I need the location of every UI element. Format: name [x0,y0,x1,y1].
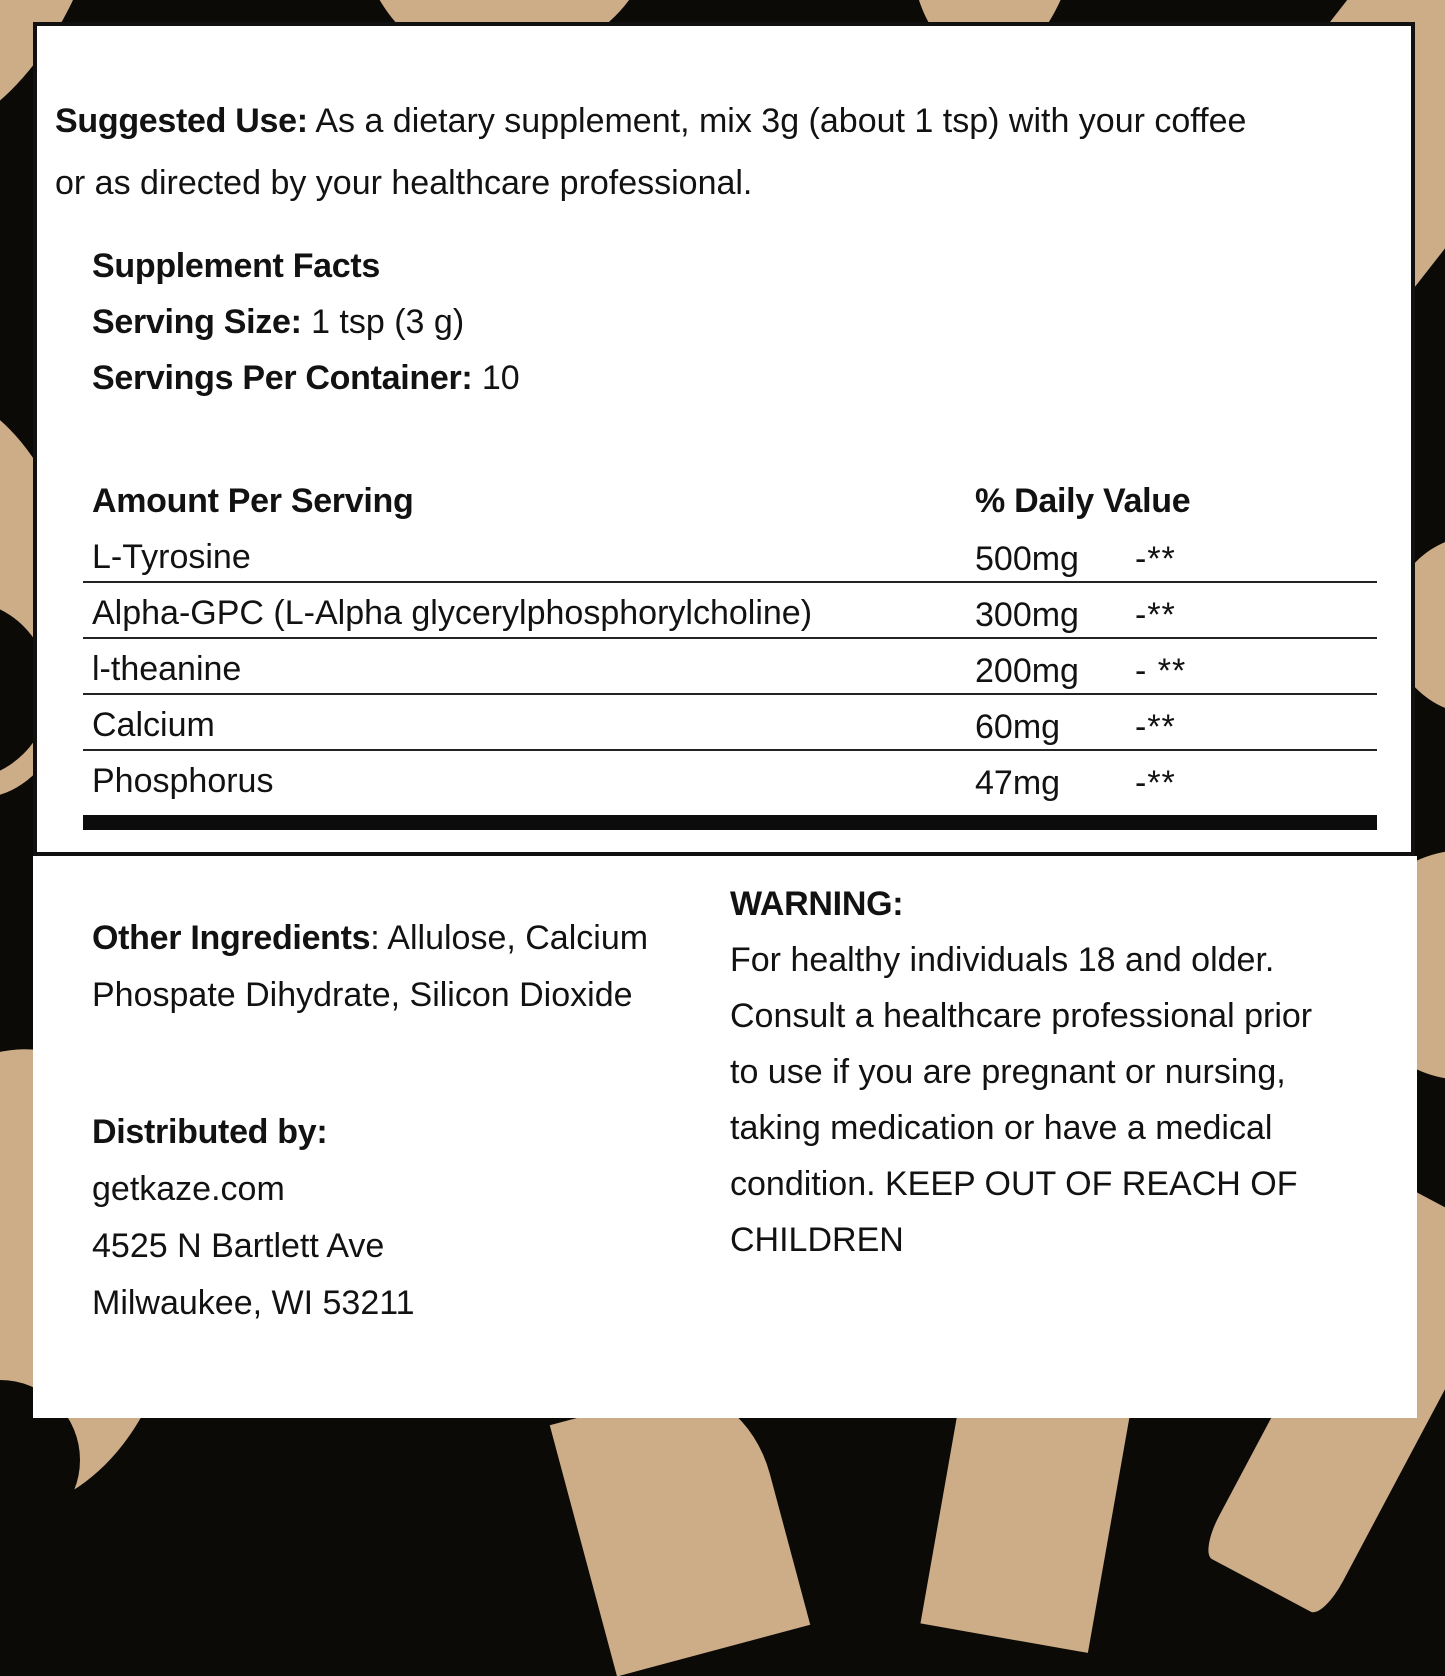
servings-per-container-value: 10 [472,359,520,397]
info-panel [33,856,1417,1418]
ingredient-name: Alpha-GPC (L-Alpha glycerylphosphorylcholine) [92,594,813,632]
suggested-use-label: Suggested Use: [55,102,308,140]
other-ingredients-text: : Allulose, Calcium Phospate Dihydrate, Silicon Dioxide [92,919,649,1014]
daily-value-column-header: % Daily Value [975,482,1191,520]
distributed-by-label: Distributed by: [92,1113,328,1151]
suggested-use-text: As a dietary supplement, mix 3g (about 1 tsp) with your coffee or as directed by your healthcare professional. [55,102,1247,202]
table-row [83,751,1377,807]
servings-per-container-line [92,350,520,406]
supplement-facts-panel [33,22,1415,856]
warning-label: WARNING: [730,885,904,923]
amount-per-serving-column-header: Amount Per Serving [92,482,414,520]
ingredient-name: Phosphorus [92,762,274,800]
ingredient-amount: 47mg [975,764,1061,802]
distributor-block [92,1104,415,1332]
serving-size-line [92,294,520,350]
ingredient-amount: 300mg [975,596,1079,634]
background-swirl-shape [920,1387,1129,1653]
table-row [83,639,1377,695]
other-ingredients-label: Other Ingredients [92,919,371,957]
distributor-website: getkaze.com [92,1170,285,1208]
ingredient-daily-value: -** [1135,708,1176,746]
distributor-city-state-zip: Milwaukee, WI 53211 [92,1284,415,1322]
ingredient-name: l-theanine [92,650,242,688]
ingredient-daily-value: -** [1135,596,1176,634]
ingredient-amount: 500mg [975,540,1079,578]
ingredient-daily-value: -** [1135,540,1176,578]
warning-block [730,876,1330,1268]
ingredient-daily-value: - ** [1135,652,1187,690]
distributor-street-address: 4525 N Bartlett Ave [92,1227,385,1265]
supplement-facts-header [92,238,520,406]
ingredient-name: Calcium [92,706,215,744]
suggested-use-paragraph [55,90,1285,214]
table-row [83,695,1377,751]
servings-per-container-label: Servings Per Container: [92,359,473,397]
table-row [83,583,1377,639]
serving-size-label: Serving Size: [92,303,302,341]
ingredient-amount: 200mg [975,652,1079,690]
table-header-row [83,471,1377,527]
background-swirl-shape [550,1374,810,1676]
ingredients-table [83,471,1377,830]
table-bottom-bar [83,815,1377,830]
ingredient-name: L-Tyrosine [92,538,251,576]
table-row [83,527,1377,583]
other-ingredients-paragraph [92,910,702,1024]
warning-text: For healthy individuals 18 and older. Consult a healthcare professional prior to use if you are pregnant or nursing, taking medication or have a medical condition. KEEP OUT OF REACH OF CHILDREN [730,941,1313,1259]
ingredient-amount: 60mg [975,708,1061,746]
supplement-facts-title: Supplement Facts [92,247,381,285]
ingredient-daily-value: -** [1135,764,1176,802]
serving-size-value: 1 tsp (3 g) [301,303,465,341]
